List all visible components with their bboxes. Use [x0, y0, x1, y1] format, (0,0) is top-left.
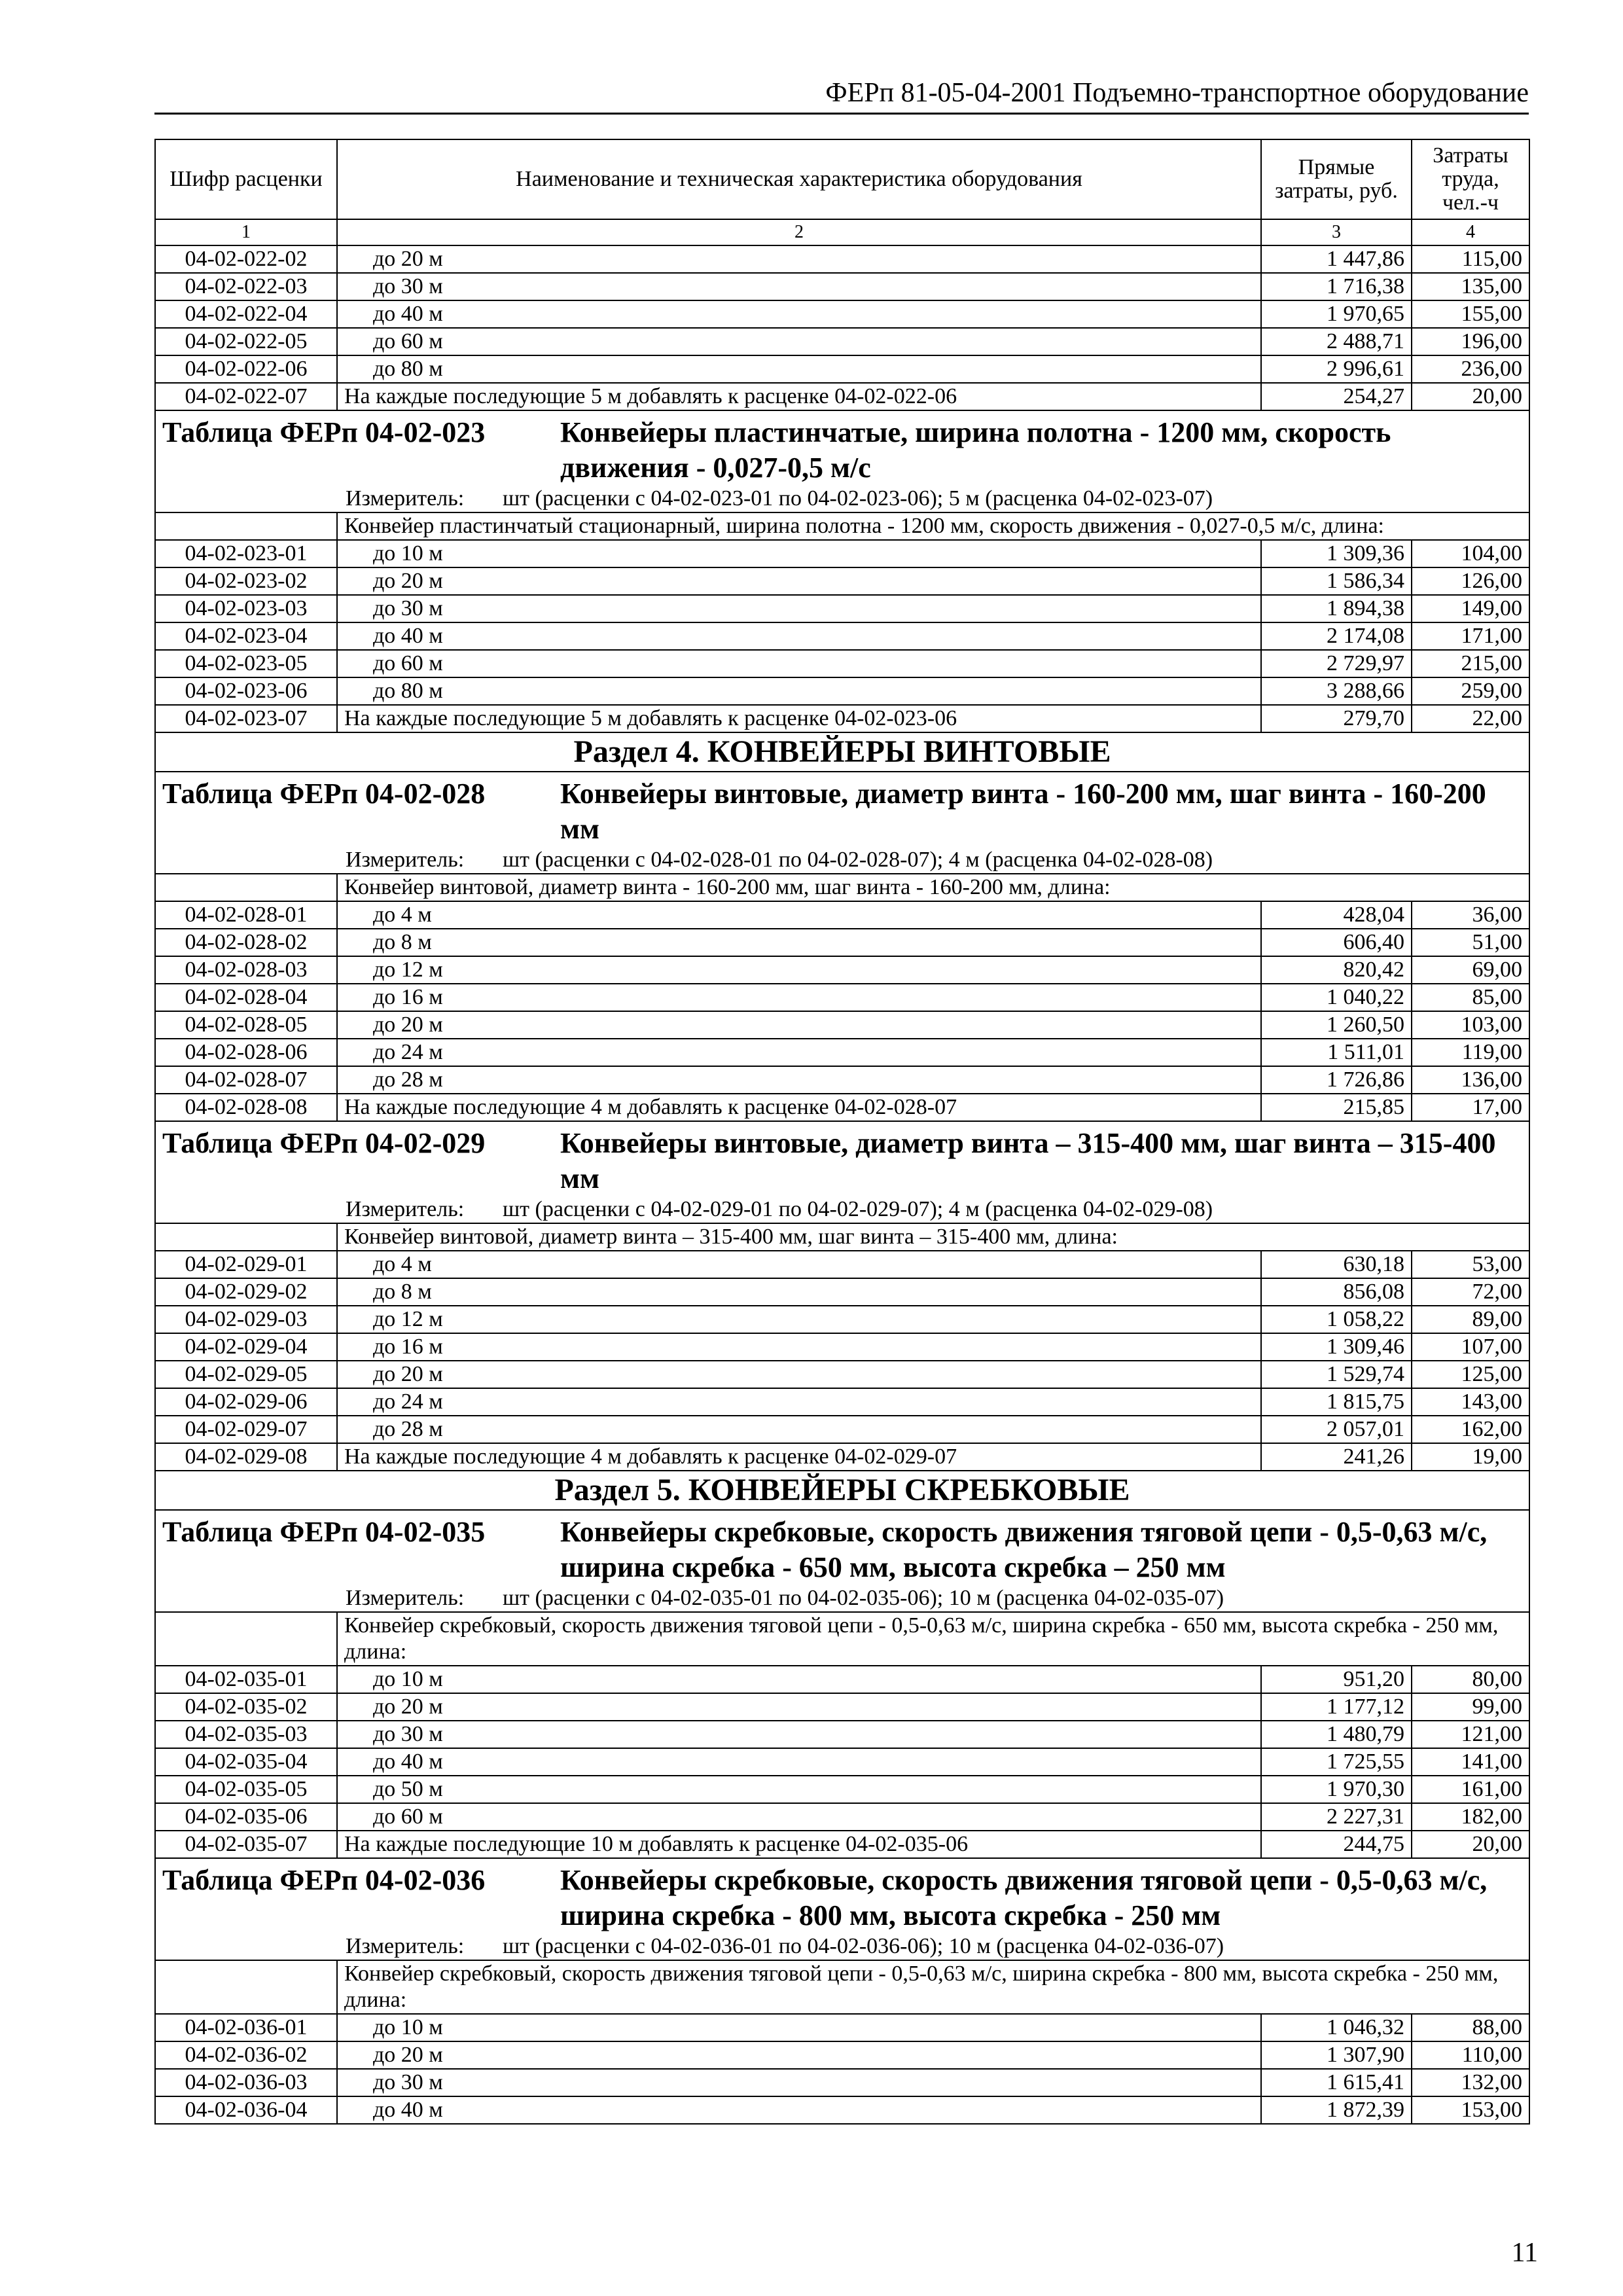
direct-cost: 1 970,65: [1261, 300, 1412, 328]
labor-cost: 141,00: [1412, 1748, 1529, 1776]
rate-description: до 20 м: [337, 1011, 1261, 1039]
table-heading-row: [155, 1121, 1529, 1196]
rate-description: до 30 м: [337, 1721, 1261, 1748]
table-row: [155, 650, 1529, 677]
labor-cost: 135,00: [1412, 273, 1529, 300]
labor-cost: 119,00: [1412, 1039, 1529, 1066]
direct-cost: 2 996,61: [1261, 355, 1412, 383]
rate-description: до 12 м: [337, 956, 1261, 984]
table-row: [155, 1011, 1529, 1039]
labor-cost: 17,00: [1412, 1094, 1529, 1121]
page-header: [154, 73, 1529, 115]
rate-description: до 80 м: [337, 677, 1261, 705]
labor-cost: 104,00: [1412, 540, 1529, 567]
direct-cost: 215,85: [1261, 1094, 1412, 1121]
meter-value: шт (расценки с 04-02-036-01 по 04-02-036-06); 10 м (расценка 04-02-036-07): [503, 1934, 1224, 1958]
meter-cell: [155, 486, 1529, 512]
column-header-cost: Прямые затраты, руб.: [1261, 139, 1412, 219]
rate-description: На каждые последующие 10 м добавлять к расценке 04-02-035-06: [337, 1831, 1261, 1858]
direct-cost: 820,42: [1261, 956, 1412, 984]
direct-cost: 606,40: [1261, 929, 1412, 956]
labor-cost: 259,00: [1412, 677, 1529, 705]
table-row: [155, 1039, 1529, 1066]
table-row: [155, 1388, 1529, 1416]
table-row: [155, 901, 1529, 929]
rate-description: до 16 м: [337, 984, 1261, 1011]
meter-label: Измеритель:: [346, 486, 465, 511]
rate-code: 04-02-022-05: [155, 328, 337, 355]
direct-cost: 279,70: [1261, 705, 1412, 732]
table-label: Таблица ФЕРп 04-02-036: [162, 1864, 486, 1896]
table-row: [155, 300, 1529, 328]
subheading-row: [155, 1960, 1529, 2014]
rate-code: 04-02-028-02: [155, 929, 337, 956]
rate-code: 04-02-029-06: [155, 1388, 337, 1416]
column-header-name: Наименование и техническая характеристика оборудования: [337, 139, 1261, 219]
rate-description: до 60 м: [337, 650, 1261, 677]
subheading-spacer: [155, 1960, 337, 2014]
table-row: [155, 1748, 1529, 1776]
rate-code: 04-02-029-07: [155, 1416, 337, 1443]
direct-cost: 630,18: [1261, 1251, 1412, 1278]
table-row: [155, 984, 1529, 1011]
rate-code: 04-02-028-07: [155, 1066, 337, 1094]
rate-description: до 28 м: [337, 1066, 1261, 1094]
rate-description: до 30 м: [337, 595, 1261, 622]
table-row: [155, 1831, 1529, 1858]
rate-description: до 8 м: [337, 929, 1261, 956]
table-row: [155, 1693, 1529, 1721]
column-number-row: [155, 219, 1529, 245]
rate-description: до 12 м: [337, 1306, 1261, 1333]
rate-code: 04-02-035-07: [155, 1831, 337, 1858]
table-heading-row: [155, 1510, 1529, 1585]
labor-cost: 215,00: [1412, 650, 1529, 677]
subheading-row: [155, 874, 1529, 901]
table-row: [155, 1278, 1529, 1306]
direct-cost: 241,26: [1261, 1443, 1412, 1471]
direct-cost: 2 227,31: [1261, 1803, 1412, 1831]
rate-description: до 50 м: [337, 1776, 1261, 1803]
rate-code: 04-02-029-08: [155, 1443, 337, 1471]
meter-row: [155, 1933, 1529, 1960]
rate-description: до 20 м: [337, 567, 1261, 595]
subheading-spacer: [155, 1223, 337, 1251]
rate-description: до 24 м: [337, 1388, 1261, 1416]
direct-cost: 1 309,36: [1261, 540, 1412, 567]
table-row: [155, 1803, 1529, 1831]
table-title: Конвейеры винтовые, диаметр винта – 315-400 мм, шаг винта – 315-400 мм: [560, 1127, 1496, 1194]
direct-cost: 1 511,01: [1261, 1039, 1412, 1066]
meter-row: [155, 1196, 1529, 1223]
rate-code: 04-02-023-01: [155, 540, 337, 567]
rate-code: 04-02-028-05: [155, 1011, 337, 1039]
rate-description: до 20 м: [337, 1693, 1261, 1721]
column-number: 2: [337, 219, 1261, 245]
direct-cost: 244,75: [1261, 1831, 1412, 1858]
rate-description: до 4 м: [337, 901, 1261, 929]
table-heading: [155, 1510, 1529, 1585]
meter-value: шт (расценки с 04-02-029-01 по 04-02-029-07); 4 м (расценка 04-02-029-08): [503, 1197, 1213, 1221]
rate-description: до 40 м: [337, 1748, 1261, 1776]
rate-code: 04-02-029-05: [155, 1361, 337, 1388]
labor-cost: 126,00: [1412, 567, 1529, 595]
direct-cost: 1 058,22: [1261, 1306, 1412, 1333]
rates-table: [154, 139, 1530, 2125]
table-row: [155, 1443, 1529, 1471]
table-row: [155, 1333, 1529, 1361]
direct-cost: 1 725,55: [1261, 1748, 1412, 1776]
subheading-row: [155, 512, 1529, 540]
direct-cost: 1 177,12: [1261, 1693, 1412, 1721]
table-row: [155, 2041, 1529, 2069]
labor-cost: 107,00: [1412, 1333, 1529, 1361]
rate-description: до 10 м: [337, 2014, 1261, 2041]
table-heading-row: [155, 1858, 1529, 1933]
direct-cost: 2 729,97: [1261, 650, 1412, 677]
labor-cost: 103,00: [1412, 1011, 1529, 1039]
rates-table-body: [155, 139, 1529, 2124]
meter-cell: [155, 847, 1529, 874]
labor-cost: 182,00: [1412, 1803, 1529, 1831]
table-row: [155, 677, 1529, 705]
labor-cost: 20,00: [1412, 1831, 1529, 1858]
subheading-text: Конвейер винтовой, диаметр винта – 315-400 мм, шаг винта – 315-400 мм, длина:: [337, 1223, 1529, 1251]
rate-code: 04-02-023-06: [155, 677, 337, 705]
labor-cost: 85,00: [1412, 984, 1529, 1011]
rate-code: 04-02-035-04: [155, 1748, 337, 1776]
table-heading: [155, 772, 1529, 847]
rate-code: 04-02-022-06: [155, 355, 337, 383]
rate-code: 04-02-022-04: [155, 300, 337, 328]
direct-cost: 254,27: [1261, 383, 1412, 410]
table-row: [155, 540, 1529, 567]
meter-value: шт (расценки с 04-02-023-01 по 04-02-023-06); 5 м (расценка 04-02-023-07): [503, 486, 1213, 511]
rate-description: до 24 м: [337, 1039, 1261, 1066]
table-heading-content: [162, 776, 1522, 847]
meter-row: [155, 1585, 1529, 1612]
table-row: [155, 1251, 1529, 1278]
table-heading: [155, 1858, 1529, 1933]
direct-cost: 2 488,71: [1261, 328, 1412, 355]
labor-cost: 69,00: [1412, 956, 1529, 984]
direct-cost: 1 529,74: [1261, 1361, 1412, 1388]
table-heading-row: [155, 410, 1529, 486]
labor-cost: 20,00: [1412, 383, 1529, 410]
rate-code: 04-02-035-06: [155, 1803, 337, 1831]
rate-code: 04-02-023-07: [155, 705, 337, 732]
rate-code: 04-02-035-01: [155, 1666, 337, 1693]
column-number: 4: [1412, 219, 1529, 245]
direct-cost: 1 815,75: [1261, 1388, 1412, 1416]
direct-cost: 1 480,79: [1261, 1721, 1412, 1748]
labor-cost: 136,00: [1412, 1066, 1529, 1094]
rate-description: до 40 м: [337, 300, 1261, 328]
labor-cost: 88,00: [1412, 2014, 1529, 2041]
subheading-text: Конвейер скребковый, скорость движения тяговой цепи - 0,5-0,63 м/с, ширина скребка - 800 мм, высота скребка - 250 мм, длина:: [337, 1960, 1529, 2014]
direct-cost: 1 260,50: [1261, 1011, 1412, 1039]
rate-code: 04-02-028-06: [155, 1039, 337, 1066]
labor-cost: 149,00: [1412, 595, 1529, 622]
direct-cost: 1 040,22: [1261, 984, 1412, 1011]
rate-code: 04-02-029-03: [155, 1306, 337, 1333]
table-title: Конвейеры скребковые, скорость движения тяговой цепи - 0,5-0,63 м/с, ширина скребка - 800 мм, высота скребка - 250 мм: [560, 1864, 1488, 1931]
table-row: [155, 1066, 1529, 1094]
rate-description: до 16 м: [337, 1333, 1261, 1361]
direct-cost: 1 307,90: [1261, 2041, 1412, 2069]
rate-description: до 10 м: [337, 540, 1261, 567]
table-row: [155, 1666, 1529, 1693]
page-number: 11: [1511, 2238, 1538, 2268]
labor-cost: 196,00: [1412, 328, 1529, 355]
direct-cost: 428,04: [1261, 901, 1412, 929]
rate-description: до 40 м: [337, 2096, 1261, 2124]
column-header-code: Шифр расценки: [155, 139, 337, 219]
labor-cost: 236,00: [1412, 355, 1529, 383]
direct-cost: 3 288,66: [1261, 677, 1412, 705]
table-title: Конвейеры пластинчатые, ширина полотна - 1200 мм, скорость движения - 0,027-0,5 м/с: [560, 416, 1391, 484]
meter-label: Измеритель:: [346, 1586, 465, 1610]
labor-cost: 121,00: [1412, 1721, 1529, 1748]
subheading-text: Конвейер скребковый, скорость движения тяговой цепи - 0,5-0,63 м/с, ширина скребка - 650 мм, высота скребка - 250 мм, длина:: [337, 1612, 1529, 1666]
meter-cell: [155, 1933, 1529, 1960]
rate-code: 04-02-022-03: [155, 273, 337, 300]
labor-cost: 72,00: [1412, 1278, 1529, 1306]
rate-code: 04-02-029-01: [155, 1251, 337, 1278]
meter-row: [155, 486, 1529, 512]
rate-code: 04-02-036-01: [155, 2014, 337, 2041]
section-title: Раздел 5. КОНВЕЙЕРЫ СКРЕБКОВЫЕ: [155, 1471, 1529, 1510]
table-row: [155, 2014, 1529, 2041]
column-header-labor: Затраты труда, чел.-ч: [1412, 139, 1529, 219]
meter-label: Измеритель:: [346, 848, 465, 872]
table-row: [155, 245, 1529, 273]
rate-description: На каждые последующие 4 м добавлять к расценке 04-02-028-07: [337, 1094, 1261, 1121]
table-row: [155, 1721, 1529, 1748]
rate-code: 04-02-023-03: [155, 595, 337, 622]
rate-description: до 60 м: [337, 328, 1261, 355]
column-number: 1: [155, 219, 337, 245]
subheading-spacer: [155, 512, 337, 540]
rate-description: до 20 м: [337, 1361, 1261, 1388]
direct-cost: 1 447,86: [1261, 245, 1412, 273]
section-title: Раздел 4. КОНВЕЙЕРЫ ВИНТОВЫЕ: [155, 732, 1529, 772]
subheading-text: Конвейер пластинчатый стационарный, ширина полотна - 1200 мм, скорость движения - 0,027-0,5 м/с, длина:: [337, 512, 1529, 540]
rate-code: 04-02-029-02: [155, 1278, 337, 1306]
subheading-text: Конвейер винтовой, диаметр винта - 160-200 мм, шаг винта - 160-200 мм, длина:: [337, 874, 1529, 901]
meter-value: шт (расценки с 04-02-028-01 по 04-02-028-07); 4 м (расценка 04-02-028-08): [503, 848, 1213, 872]
labor-cost: 51,00: [1412, 929, 1529, 956]
table-row: [155, 1416, 1529, 1443]
table-row: [155, 2096, 1529, 2124]
direct-cost: 1 726,86: [1261, 1066, 1412, 1094]
labor-cost: 110,00: [1412, 2041, 1529, 2069]
rate-description: до 4 м: [337, 1251, 1261, 1278]
labor-cost: 22,00: [1412, 705, 1529, 732]
rate-description: до 28 м: [337, 1416, 1261, 1443]
rate-code: 04-02-028-08: [155, 1094, 337, 1121]
rate-description: На каждые последующие 5 м добавлять к расценке 04-02-023-06: [337, 705, 1261, 732]
rate-description: до 10 м: [337, 1666, 1261, 1693]
rate-description: до 8 м: [337, 1278, 1261, 1306]
table-heading: [155, 410, 1529, 486]
table-row: [155, 1094, 1529, 1121]
table-row: [155, 273, 1529, 300]
rate-code: 04-02-022-07: [155, 383, 337, 410]
rate-description: до 20 м: [337, 2041, 1261, 2069]
table-row: [155, 1306, 1529, 1333]
labor-cost: 80,00: [1412, 1666, 1529, 1693]
labor-cost: 161,00: [1412, 1776, 1529, 1803]
rate-description: до 80 м: [337, 355, 1261, 383]
section-heading-row: [155, 732, 1529, 772]
direct-cost: 1 894,38: [1261, 595, 1412, 622]
direct-cost: 1 872,39: [1261, 2096, 1412, 2124]
rate-code: 04-02-028-03: [155, 956, 337, 984]
table-row: [155, 355, 1529, 383]
rate-code: 04-02-036-03: [155, 2069, 337, 2096]
table-row: [155, 705, 1529, 732]
document-title: ФЕРп 81-05-04-2001 Подъемно-транспортное оборудование: [825, 78, 1529, 108]
labor-cost: 89,00: [1412, 1306, 1529, 1333]
table-row: [155, 595, 1529, 622]
rate-code: 04-02-023-04: [155, 622, 337, 650]
meter-row: [155, 847, 1529, 874]
rate-code: 04-02-029-04: [155, 1333, 337, 1361]
table-title: Конвейеры винтовые, диаметр винта - 160-200 мм, шаг винта - 160-200 мм: [560, 778, 1486, 845]
column-number: 3: [1261, 219, 1412, 245]
subheading-spacer: [155, 1612, 337, 1666]
table-row: [155, 567, 1529, 595]
labor-cost: 115,00: [1412, 245, 1529, 273]
subheading-spacer: [155, 874, 337, 901]
rate-description: до 30 м: [337, 273, 1261, 300]
rate-code: 04-02-035-05: [155, 1776, 337, 1803]
labor-cost: 171,00: [1412, 622, 1529, 650]
table-row: [155, 622, 1529, 650]
direct-cost: 1 309,46: [1261, 1333, 1412, 1361]
table-row: [155, 328, 1529, 355]
rate-description: до 20 м: [337, 245, 1261, 273]
rate-code: 04-02-028-04: [155, 984, 337, 1011]
subheading-row: [155, 1612, 1529, 1666]
rate-description: до 30 м: [337, 2069, 1261, 2096]
direct-cost: 2 174,08: [1261, 622, 1412, 650]
rate-code: 04-02-022-02: [155, 245, 337, 273]
labor-cost: 36,00: [1412, 901, 1529, 929]
rate-description: до 60 м: [337, 1803, 1261, 1831]
direct-cost: 856,08: [1261, 1278, 1412, 1306]
labor-cost: 125,00: [1412, 1361, 1529, 1388]
direct-cost: 1 716,38: [1261, 273, 1412, 300]
table-row: [155, 2069, 1529, 2096]
section-heading-row: [155, 1471, 1529, 1510]
table-label: Таблица ФЕРп 04-02-029: [162, 1127, 486, 1159]
table-heading-content: [162, 1126, 1522, 1196]
meter-cell: [155, 1585, 1529, 1612]
rate-description: На каждые последующие 5 м добавлять к расценке 04-02-022-06: [337, 383, 1261, 410]
meter-value: шт (расценки с 04-02-035-01 по 04-02-035-06); 10 м (расценка 04-02-035-07): [503, 1586, 1224, 1610]
meter-label: Измеритель:: [346, 1197, 465, 1221]
meter-cell: [155, 1196, 1529, 1223]
direct-cost: 1 046,32: [1261, 2014, 1412, 2041]
table-heading-content: [162, 1515, 1522, 1585]
table-heading-row: [155, 772, 1529, 847]
rate-description: до 40 м: [337, 622, 1261, 650]
rate-code: 04-02-028-01: [155, 901, 337, 929]
table-heading: [155, 1121, 1529, 1196]
labor-cost: 132,00: [1412, 2069, 1529, 2096]
labor-cost: 19,00: [1412, 1443, 1529, 1471]
table-label: Таблица ФЕРп 04-02-028: [162, 778, 486, 810]
rate-code: 04-02-036-04: [155, 2096, 337, 2124]
labor-cost: 155,00: [1412, 300, 1529, 328]
labor-cost: 162,00: [1412, 1416, 1529, 1443]
column-header-row: [155, 139, 1529, 219]
direct-cost: 1 586,34: [1261, 567, 1412, 595]
direct-cost: 1 615,41: [1261, 2069, 1412, 2096]
table-label: Таблица ФЕРп 04-02-023: [162, 416, 486, 448]
direct-cost: 1 970,30: [1261, 1776, 1412, 1803]
labor-cost: 153,00: [1412, 2096, 1529, 2124]
labor-cost: 99,00: [1412, 1693, 1529, 1721]
table-row: [155, 1776, 1529, 1803]
rate-code: 04-02-023-02: [155, 567, 337, 595]
direct-cost: 2 057,01: [1261, 1416, 1412, 1443]
direct-cost: 951,20: [1261, 1666, 1412, 1693]
table-row: [155, 383, 1529, 410]
rate-description: На каждые последующие 4 м добавлять к расценке 04-02-029-07: [337, 1443, 1261, 1471]
table-label: Таблица ФЕРп 04-02-035: [162, 1516, 486, 1548]
rate-code: 04-02-036-02: [155, 2041, 337, 2069]
table-heading-content: [162, 415, 1522, 486]
table-row: [155, 956, 1529, 984]
rate-code: 04-02-023-05: [155, 650, 337, 677]
labor-cost: 53,00: [1412, 1251, 1529, 1278]
rate-code: 04-02-035-02: [155, 1693, 337, 1721]
subheading-row: [155, 1223, 1529, 1251]
table-heading-content: [162, 1863, 1522, 1933]
rate-code: 04-02-035-03: [155, 1721, 337, 1748]
labor-cost: 143,00: [1412, 1388, 1529, 1416]
meter-label: Измеритель:: [346, 1934, 465, 1958]
table-title: Конвейеры скребковые, скорость движения тяговой цепи - 0,5-0,63 м/с, ширина скребка - 650 мм, высота скребка – 250 мм: [560, 1516, 1488, 1583]
table-row: [155, 1361, 1529, 1388]
table-row: [155, 929, 1529, 956]
